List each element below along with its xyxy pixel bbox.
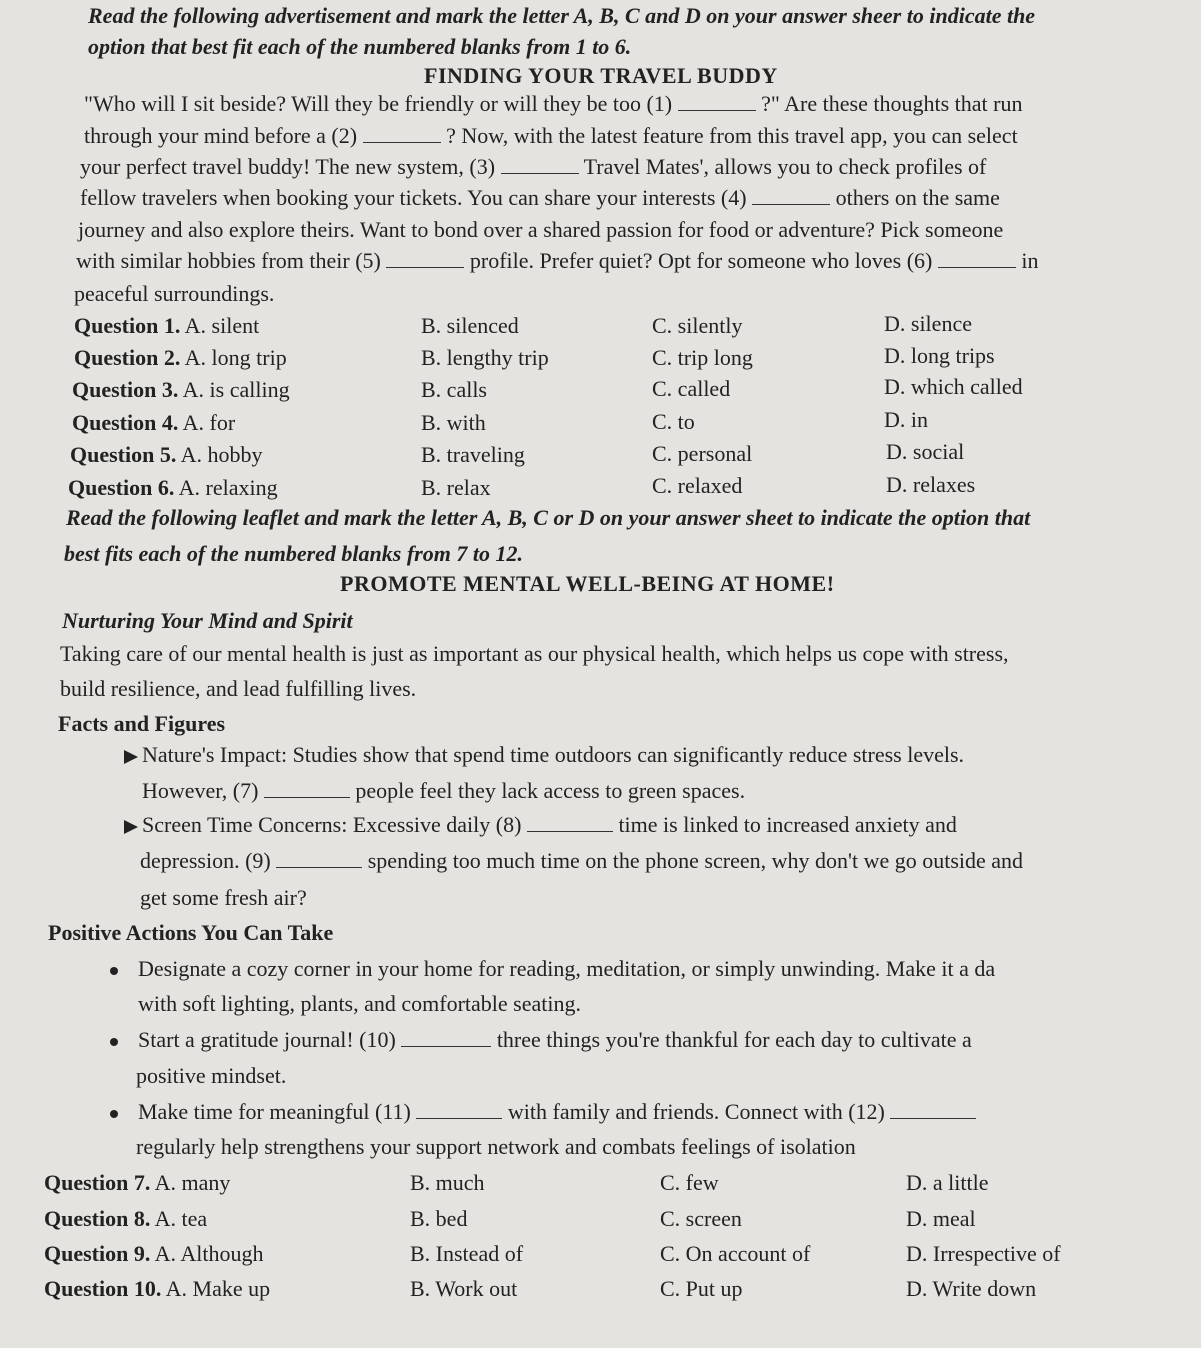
question-9: Question 9. A. Although	[44, 1241, 264, 1266]
question-8: Question 8. A. tea	[44, 1206, 208, 1231]
question-7: Question 7. A. many	[44, 1170, 231, 1195]
question-5-option-d[interactable]: D. social	[886, 439, 965, 464]
intro-line-1: Taking care of our mental health is just as important as our physical health, which helps us cope with stress,	[60, 641, 1009, 666]
question-7-option-d[interactable]: D. a little	[906, 1170, 989, 1195]
blank-7	[264, 779, 350, 798]
question-9-option-b[interactable]: B. Instead of	[410, 1241, 524, 1266]
blank-2	[363, 124, 441, 143]
title-travel-buddy: FINDING YOUR TRAVEL BUDDY	[424, 63, 778, 88]
question-8-option-b[interactable]: B. bed	[410, 1206, 468, 1231]
arrow-bullet-icon	[124, 820, 138, 834]
question-5-option-b[interactable]: B. traveling	[421, 442, 525, 467]
question-10-option-d[interactable]: D. Write down	[906, 1276, 1037, 1301]
question-4: Question 4. A. for	[72, 410, 236, 435]
question-3-option-b[interactable]: B. calls	[421, 377, 487, 402]
fact-2-line-3: get some fresh air?	[140, 885, 307, 910]
blank-4	[752, 186, 830, 205]
question-2-option-b[interactable]: B. lengthy trip	[421, 345, 549, 370]
question-2-option-c[interactable]: C. trip long	[652, 345, 753, 370]
question-5: Question 5. A. hobby	[70, 442, 263, 467]
instruction-2-line-2: best fits each of the numbered blanks from 7 to 12.	[64, 541, 523, 566]
passage-1-line-2: through your mind before a (2) ? Now, with the latest feature from this travel app, you can select	[84, 123, 1018, 148]
question-4-option-b[interactable]: B. with	[421, 410, 486, 435]
action-1-line-1: Designate a cozy corner in your home for reading, meditation, or simply unwinding. Make it a da	[110, 955, 995, 983]
blank-11	[416, 1100, 502, 1119]
fact-2-line-1: Screen Time Concerns: Excessive daily (8) time is linked to increased anxiety and	[124, 811, 957, 839]
question-6-option-b[interactable]: B. relax	[421, 475, 491, 500]
blank-10	[401, 1028, 491, 1047]
question-7-option-b[interactable]: B. much	[410, 1170, 485, 1195]
blank-6	[938, 249, 1016, 268]
instruction-1-line-2: option that best fit each of the numbered blanks from 1 to 6.	[88, 34, 632, 59]
question-1: Question 1. A. silent	[74, 313, 260, 338]
question-5-option-c[interactable]: C. personal	[652, 441, 753, 466]
question-10-option-c[interactable]: C. Put up	[660, 1276, 743, 1301]
blank-12	[890, 1100, 976, 1119]
action-2-line-1: Start a gratitude journal! (10) three things you're thankful for each day to cultivate a	[110, 1026, 972, 1054]
bullet-dot-icon	[110, 1110, 118, 1118]
question-6-option-d[interactable]: D. relaxes	[886, 472, 976, 497]
blank-5	[386, 249, 464, 268]
question-4-option-c[interactable]: C. to	[652, 409, 695, 434]
fact-1-line-1: Nature's Impact: Studies show that spend time outdoors can significantly reduce stress levels.	[124, 741, 964, 769]
question-1-option-c[interactable]: C. silently	[652, 313, 743, 338]
passage-1-line-5: journey and also explore theirs. Want to bond over a shared passion for food or adventure? Pick someone	[78, 217, 1004, 242]
passage-1-line-1: "Who will I sit beside? Will they be friendly or will they be too (1) ?" Are these thoughts that run	[84, 91, 1023, 116]
question-2: Question 2. A. long trip	[74, 345, 287, 370]
question-2-option-d[interactable]: D. long trips	[884, 343, 995, 368]
title-mental-well-being: PROMOTE MENTAL WELL-BEING AT HOME!	[340, 571, 835, 596]
blank-8	[527, 813, 613, 832]
bullet-dot-icon	[110, 967, 118, 975]
fact-2-line-2: depression. (9) spending too much time on the phone screen, why don't we go outside and	[140, 848, 1024, 873]
question-7-option-c[interactable]: C. few	[660, 1170, 719, 1195]
question-8-option-d[interactable]: D. meal	[906, 1206, 976, 1231]
blank-3	[501, 155, 579, 174]
question-10-option-b[interactable]: B. Work out	[410, 1276, 518, 1301]
passage-1-line-6: with similar hobbies from their (5) profile. Prefer quiet? Opt for someone who loves (6) in	[76, 248, 1039, 273]
question-10: Question 10. A. Make up	[44, 1276, 271, 1301]
question-1-option-b[interactable]: B. silenced	[421, 313, 519, 338]
action-3-line-2: regularly help strengthens your support network and combats feelings of isolation	[136, 1134, 856, 1159]
arrow-bullet-icon	[124, 750, 138, 764]
question-6: Question 6. A. relaxing	[68, 475, 278, 500]
question-8-option-c[interactable]: C. screen	[660, 1206, 742, 1231]
bullet-dot-icon	[110, 1038, 118, 1046]
actions-heading: Positive Actions You Can Take	[48, 920, 334, 945]
facts-heading: Facts and Figures	[58, 711, 226, 736]
question-9-option-c[interactable]: C. On account of	[660, 1241, 811, 1266]
question-3-option-c[interactable]: C. called	[652, 376, 731, 401]
passage-1-line-7: peaceful surroundings.	[74, 281, 275, 306]
instruction-1-line-1: Read the following advertisement and mark the letter A, B, C and D on your answer sheer to indicate the	[88, 3, 1036, 28]
passage-1-line-3: your perfect travel buddy! The new system, (3) Travel Mates', allows you to check profiles of	[80, 154, 987, 179]
blank-9	[276, 849, 362, 868]
question-3: Question 3. A. is calling	[72, 377, 290, 402]
question-9-option-d[interactable]: D. Irrespective of	[906, 1241, 1061, 1266]
intro-line-2: build resilience, and lead fulfilling lives.	[60, 676, 417, 701]
question-3-option-d[interactable]: D. which called	[884, 374, 1023, 399]
passage-1-line-4: fellow travelers when booking your tickets. You can share your interests (4) others on the same	[80, 185, 1000, 210]
question-6-option-c[interactable]: C. relaxed	[652, 473, 743, 498]
action-2-line-2: positive mindset.	[136, 1063, 287, 1088]
question-1-option-d[interactable]: D. silence	[884, 311, 972, 336]
action-1-line-2: with soft lighting, plants, and comfortable seating.	[138, 991, 581, 1016]
action-3-line-1: Make time for meaningful (11) with family and friends. Connect with (12)	[110, 1098, 976, 1126]
instruction-2-line-1: Read the following leaflet and mark the letter A, B, C or D on your answer sheet to indicate the option that	[66, 505, 1031, 530]
question-4-option-d[interactable]: D. in	[884, 407, 928, 432]
subtitle-nurturing: Nurturing Your Mind and Spirit	[62, 608, 353, 633]
blank-1	[678, 92, 756, 111]
fact-1-line-2: However, (7) people feel they lack access to green spaces.	[142, 778, 746, 803]
